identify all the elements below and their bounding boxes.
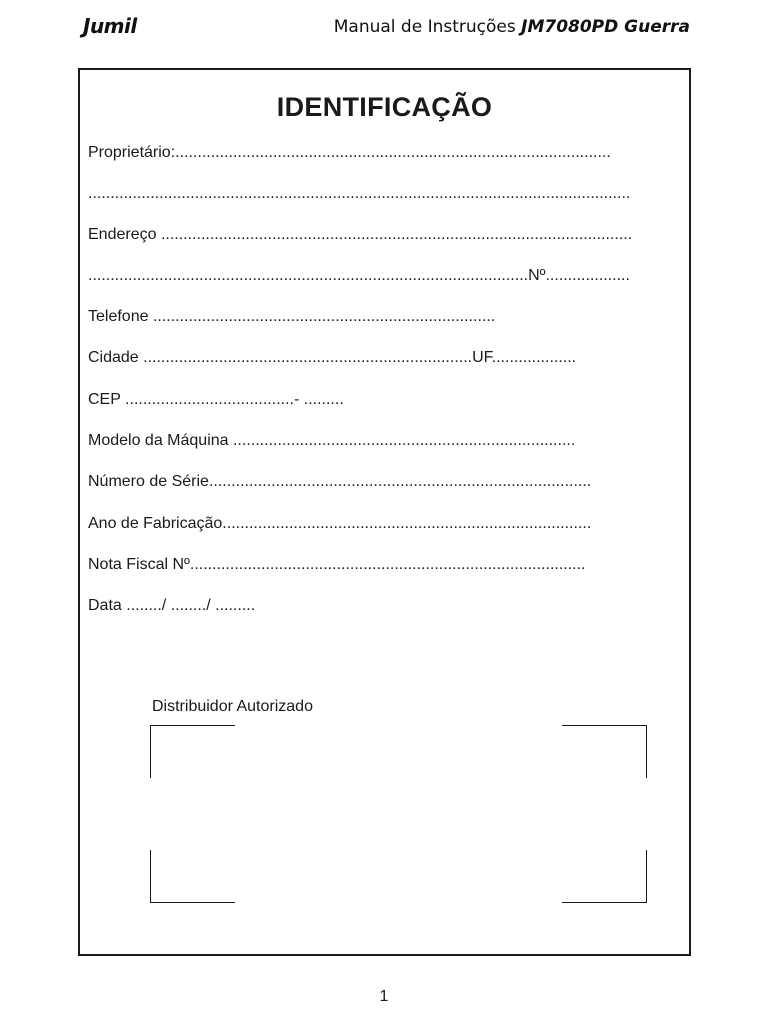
machine-model-line: Modelo da Máquina ............................................................................. <box>88 432 576 449</box>
city-state-line: Cidade ..........................................................................UF................... <box>88 349 577 366</box>
logo: Jumil <box>83 14 137 38</box>
stamp-corner-top-left <box>150 725 235 778</box>
header-title <box>334 17 690 37</box>
manufacture-year-line: Ano de Fabricação................................................................................... <box>88 515 592 532</box>
zip-line: CEP ......................................- ......... <box>88 391 344 408</box>
date-line: Data ......../ ......../ ......... <box>88 597 256 614</box>
stamp-corner-bottom-right <box>562 850 647 903</box>
stamp-corner-top-right <box>562 725 647 778</box>
address-line: Endereço .......................................................................................................... <box>88 226 633 243</box>
model-name: JM7080PD Guerra <box>521 17 690 37</box>
phone-line: Telefone ............................................................................. <box>88 308 496 325</box>
invoice-number-line: Nota Fiscal Nº......................................................................................... <box>88 556 586 573</box>
owner-line: Proprietário:.................................................................................................. <box>88 144 611 161</box>
serial-number-line: Número de Série...................................................................................... <box>88 473 592 490</box>
identification-form <box>78 68 691 956</box>
manual-label: Manual de Instruções <box>333 17 522 37</box>
address-number-line: ...................................................................................................Nº................... <box>88 267 630 284</box>
distributor-label: Distribuidor Autorizado <box>152 698 313 715</box>
owner-line-continued: .......................................................................................................................... <box>88 185 631 202</box>
form-title: IDENTIFICAÇÃO <box>276 92 493 122</box>
stamp-corner-bottom-left <box>150 850 235 903</box>
page-number: 1 <box>379 988 389 1005</box>
